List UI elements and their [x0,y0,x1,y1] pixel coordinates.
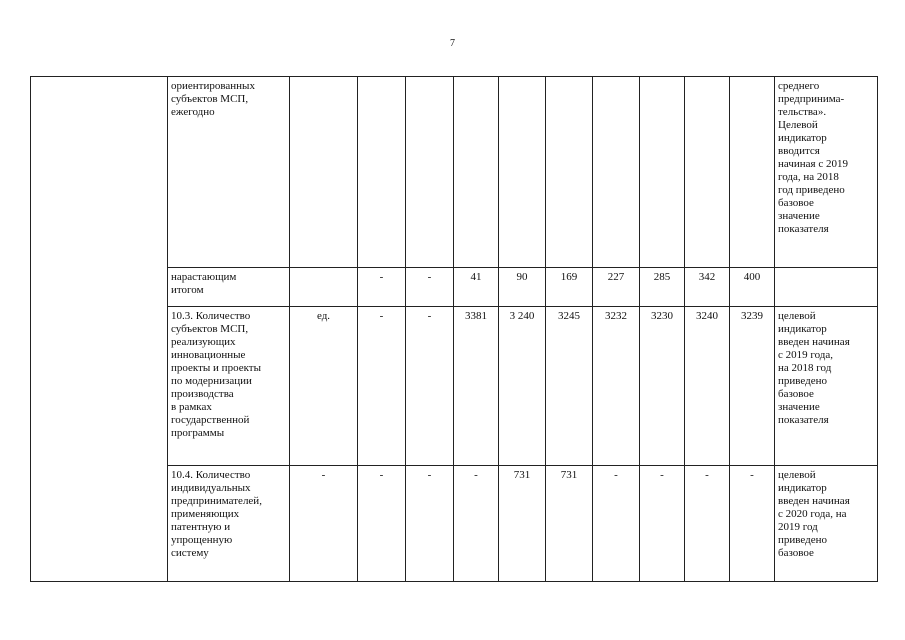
value-cell [499,77,546,268]
value-cell: 3245 [546,307,593,466]
note-cell: среднего предпринима- тельства». Целевой индикатор вводится начиная с 2019 года, на 2018 год приведено базовое значение показателя [775,77,878,268]
value-cell [546,77,593,268]
value-cell: - [454,466,499,582]
indicator-name: 10.4. Количество индивидуальных предпринимателей, применяющих патентную и упрощенную систему [168,466,290,582]
note-cell: целевой индикатор введен начиная с 2019 года, на 2018 год приведено базовое значение показателя [775,307,878,466]
value-cell [454,77,499,268]
value-cell: 3240 [685,307,730,466]
value-cell: 3 240 [499,307,546,466]
unit-cell [290,268,358,307]
value-cell: - [685,466,730,582]
value-cell [685,77,730,268]
value-cell: 3239 [730,307,775,466]
value-cell: 90 [499,268,546,307]
note-cell: целевой индикатор введен начиная с 2020 года, на 2019 год приведено базовое [775,466,878,582]
value-cell: 400 [730,268,775,307]
value-cell: 3381 [454,307,499,466]
value-cell: 731 [499,466,546,582]
indicator-name: нарастающим итогом [168,268,290,307]
indicator-name: ориентированных субъектов МСП, ежегодно [168,77,290,268]
unit-cell [290,77,358,268]
value-cell: 169 [546,268,593,307]
value-cell: 731 [546,466,593,582]
value-cell: - [406,307,454,466]
value-cell: 41 [454,268,499,307]
value-cell: 342 [685,268,730,307]
value-cell: - [358,466,406,582]
value-cell: 3232 [593,307,640,466]
value-cell [358,77,406,268]
unit-cell: ед. [290,307,358,466]
value-cell: - [358,307,406,466]
value-cell [406,77,454,268]
indicator-table [30,76,878,582]
value-cell: - [406,466,454,582]
value-cell: - [730,466,775,582]
page-number: 7 [450,38,455,49]
table-row [31,77,878,268]
unit-cell: - [290,466,358,582]
note-cell [775,268,878,307]
value-cell: - [358,268,406,307]
value-cell: 285 [640,268,685,307]
value-cell [593,77,640,268]
value-cell [640,77,685,268]
value-cell [730,77,775,268]
indicator-name: 10.3. Количество субъектов МСП, реализующих инновационные проекты и проекты по модернизации производства в рамках государственной программы [168,307,290,466]
value-cell: - [406,268,454,307]
section-cell [31,77,168,582]
value-cell: 227 [593,268,640,307]
value-cell: 3230 [640,307,685,466]
value-cell: - [593,466,640,582]
value-cell: - [640,466,685,582]
